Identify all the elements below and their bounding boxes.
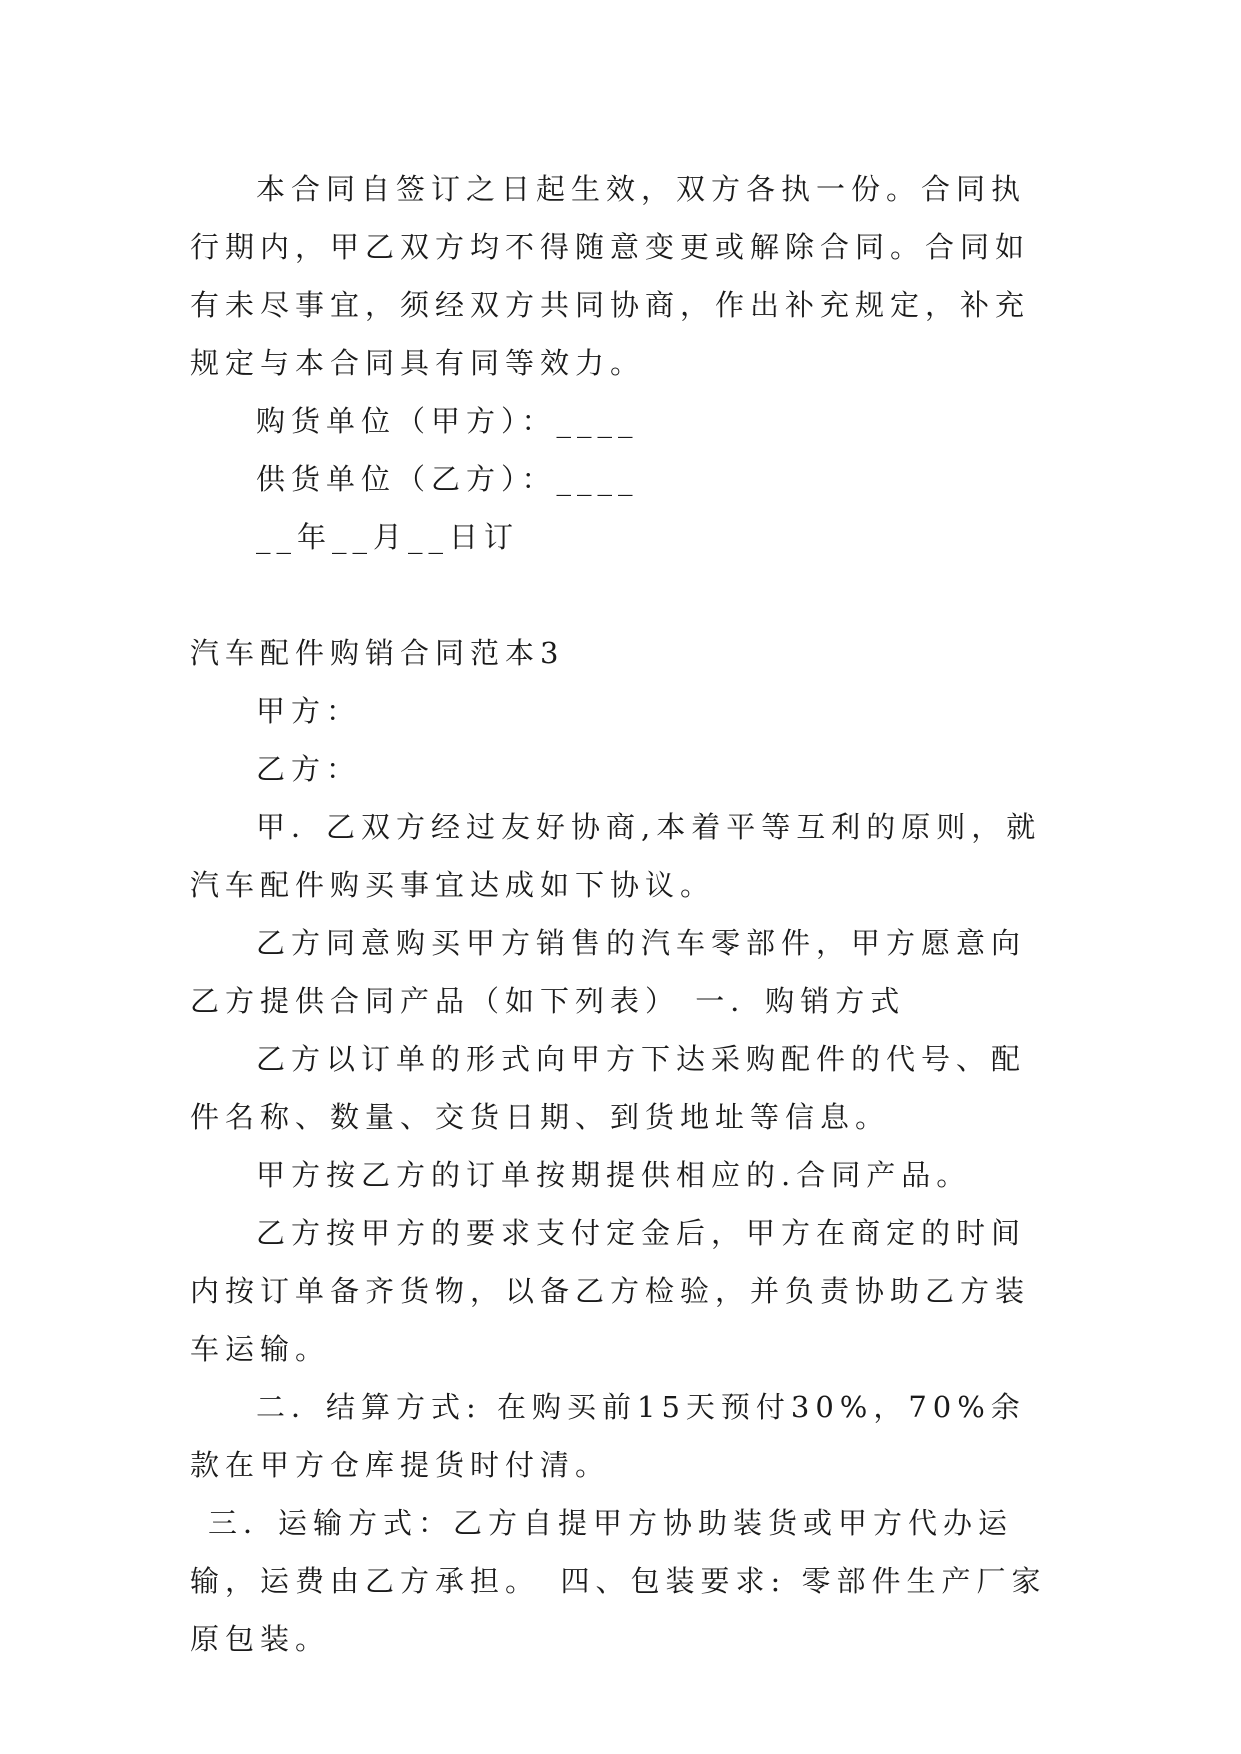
paragraph-effectiveness: 本合同自签订之日起生效，双方各执一份。合同执行期内，甲乙双方均不得随意变更或解除合同。合同如有未尽事宜，须经双方共同协商，作出补充规定，补充规定与本合同具有同等效力。 [190,172,1031,380]
paragraph-transport: 三．运输方式：乙方自提甲方协助装货或甲方代办运输，运费由乙方承担。 四、包装要求: 零部件生产厂家原包装。 [190,1506,1047,1656]
paragraph-agreement: 甲．乙双方经过友好协商,本着平等互利的原则，就汽车配件购买事宜达成如下协议。 [190,810,1042,902]
buyer-signature-line: 购货单位（甲方）：____ [256,404,639,438]
supplier-signature-line: 供货单位（乙方）：____ [256,462,639,496]
paragraph-settlement: 二．结算方式: 在购买前15天预付30%，70%余款在甲方仓库提货时付清。 [190,1390,1026,1482]
paragraph-supply: 甲方按乙方的订单按期提供相应的.合同产品。 [256,1158,972,1192]
paragraph-deposit: 乙方按甲方的要求支付定金后，甲方在商定的时间内按订单备齐货物，以备乙方检验，并负责协助乙方装车运输。 [190,1216,1031,1366]
document-body [190,160,1050,1668]
section-title: 汽车配件购销合同范本3 [190,636,565,670]
paragraph-order: 乙方以订单的形式向甲方下达采购配件的代号、配件名称、数量、交货日期、到货地址等信息。 [190,1042,1027,1134]
party-b-line: 乙方： [256,752,362,786]
signing-date-line: __年__月__日订 [256,520,520,554]
party-a-line: 甲方： [256,694,362,728]
paragraph-purchase: 乙方同意购买甲方销售的汽车零部件，甲方愿意向乙方提供合同产品（如下列表） 一．购销方式 [190,926,1027,1018]
